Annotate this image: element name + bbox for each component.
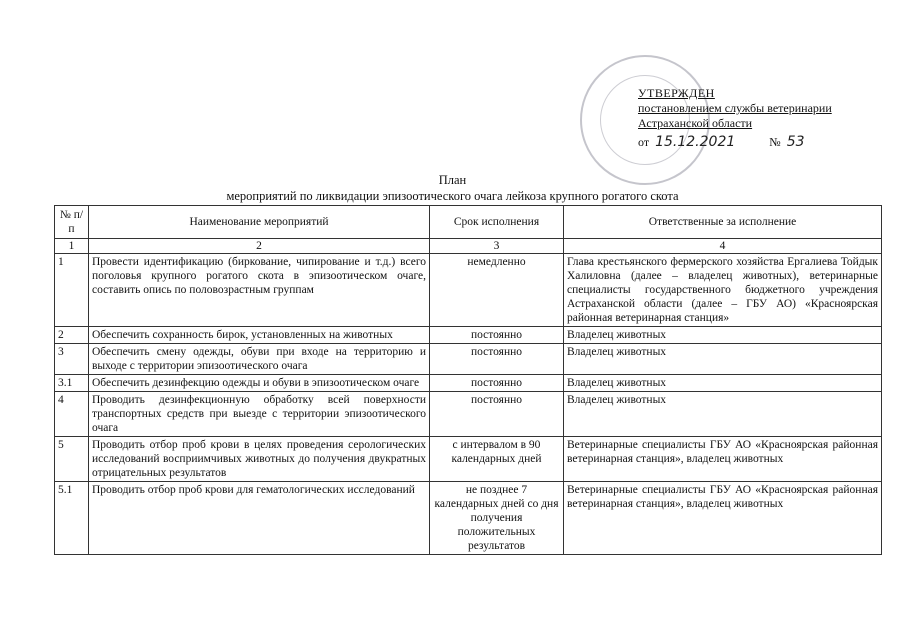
row-deadline: немедленно [430, 254, 564, 327]
document-title: План [438, 173, 467, 187]
row-action: Проводить отбор проб крови в целях проведения серологических исследований восприимчивых животных до получения двукратных отрицательных результатов [89, 437, 430, 482]
row-deadline: постоянно [430, 392, 564, 437]
row-responsible: Владелец животных [564, 375, 882, 392]
row-responsible: Глава крестьянского фермерского хозяйства Ергалиева Тойдык Халиловна (далее – владелец животных), ветеринарные специалисты государственного бюджетного учреждения Астраханской области (далее – ГБУ АО) «Красноярская районная ветеринарная станция» [564, 254, 882, 327]
row-action: Обеспечить смену одежды, обуви при входе на территорию и выходе с территории эпизоотического очага [89, 344, 430, 375]
header-responsible: Ответственные за исполнение [564, 206, 882, 239]
approval-heading: УТВЕРЖДЕН [638, 86, 715, 100]
table-row [55, 482, 882, 555]
row-deadline: постоянно [430, 375, 564, 392]
col-number-3: 3 [430, 239, 564, 254]
col-number-2: 2 [89, 239, 430, 254]
number-prefix: № [769, 135, 781, 149]
row-action: Обеспечить дезинфекцию одежды и обуви в эпизоотическом очаге [89, 375, 430, 392]
row-number: 2 [55, 327, 89, 344]
row-action: Провести идентификацию (биркование, чипирование и т.д.) всего поголовья крупного рогатого скота в эпизоотическом очаге, составить опись по половозрастным группам [89, 254, 430, 327]
row-responsible: Владелец животных [564, 392, 882, 437]
row-deadline: постоянно [430, 344, 564, 375]
row-number: 3 [55, 344, 89, 375]
row-number: 5.1 [55, 482, 89, 555]
table-row [55, 327, 882, 344]
row-responsible: Владелец животных [564, 344, 882, 375]
row-responsible: Ветеринарные специалисты ГБУ АО «Красноярская районная ветеринарная станция», владелец животных [564, 482, 882, 555]
row-responsible: Ветеринарные специалисты ГБУ АО «Красноярская районная ветеринарная станция», владелец животных [564, 437, 882, 482]
approval-line-1: постановлением службы ветеринарии [638, 101, 832, 115]
col-number-1: 1 [55, 239, 89, 254]
table-row [55, 254, 882, 327]
handwritten-number: 53 [786, 134, 805, 150]
row-deadline: с интервалом в 90 календарных дней [430, 437, 564, 482]
row-action: Проводить отбор проб крови для гематологических исследований [89, 482, 430, 555]
approval-line-2: Астраханской области [638, 116, 753, 130]
row-number: 3.1 [55, 375, 89, 392]
measures-table [54, 205, 882, 555]
table-row [55, 375, 882, 392]
table-row [55, 392, 882, 437]
row-action: Проводить дезинфекционную обработку всей поверхности транспортных средств при выезде с территории эпизоотического очага [89, 392, 430, 437]
column-number-row [55, 239, 882, 254]
header-deadline: Срок исполнения [430, 206, 564, 239]
row-action: Обеспечить сохранность бирок, установленных на животных [89, 327, 430, 344]
approval-block [638, 86, 832, 150]
table-header-row [55, 206, 882, 239]
table-row [55, 344, 882, 375]
row-number: 1 [55, 254, 89, 327]
col-number-4: 4 [564, 239, 882, 254]
row-deadline: постоянно [430, 327, 564, 344]
document-subtitle: мероприятий по ликвидации эпизоотического очага лейкоза крупного рогатого скота [226, 189, 679, 203]
date-prefix: от [638, 135, 650, 149]
approval-date-line [638, 135, 832, 150]
row-responsible: Владелец животных [564, 327, 882, 344]
header-action: Наименование мероприятий [89, 206, 430, 239]
row-number: 5 [55, 437, 89, 482]
header-number: № п/п [55, 206, 89, 239]
row-number: 4 [55, 392, 89, 437]
row-deadline: не позднее 7 календарных дней со дня получения положительных результатов [430, 482, 564, 555]
table-row [55, 437, 882, 482]
handwritten-date: 15.12.2021 [655, 134, 736, 150]
